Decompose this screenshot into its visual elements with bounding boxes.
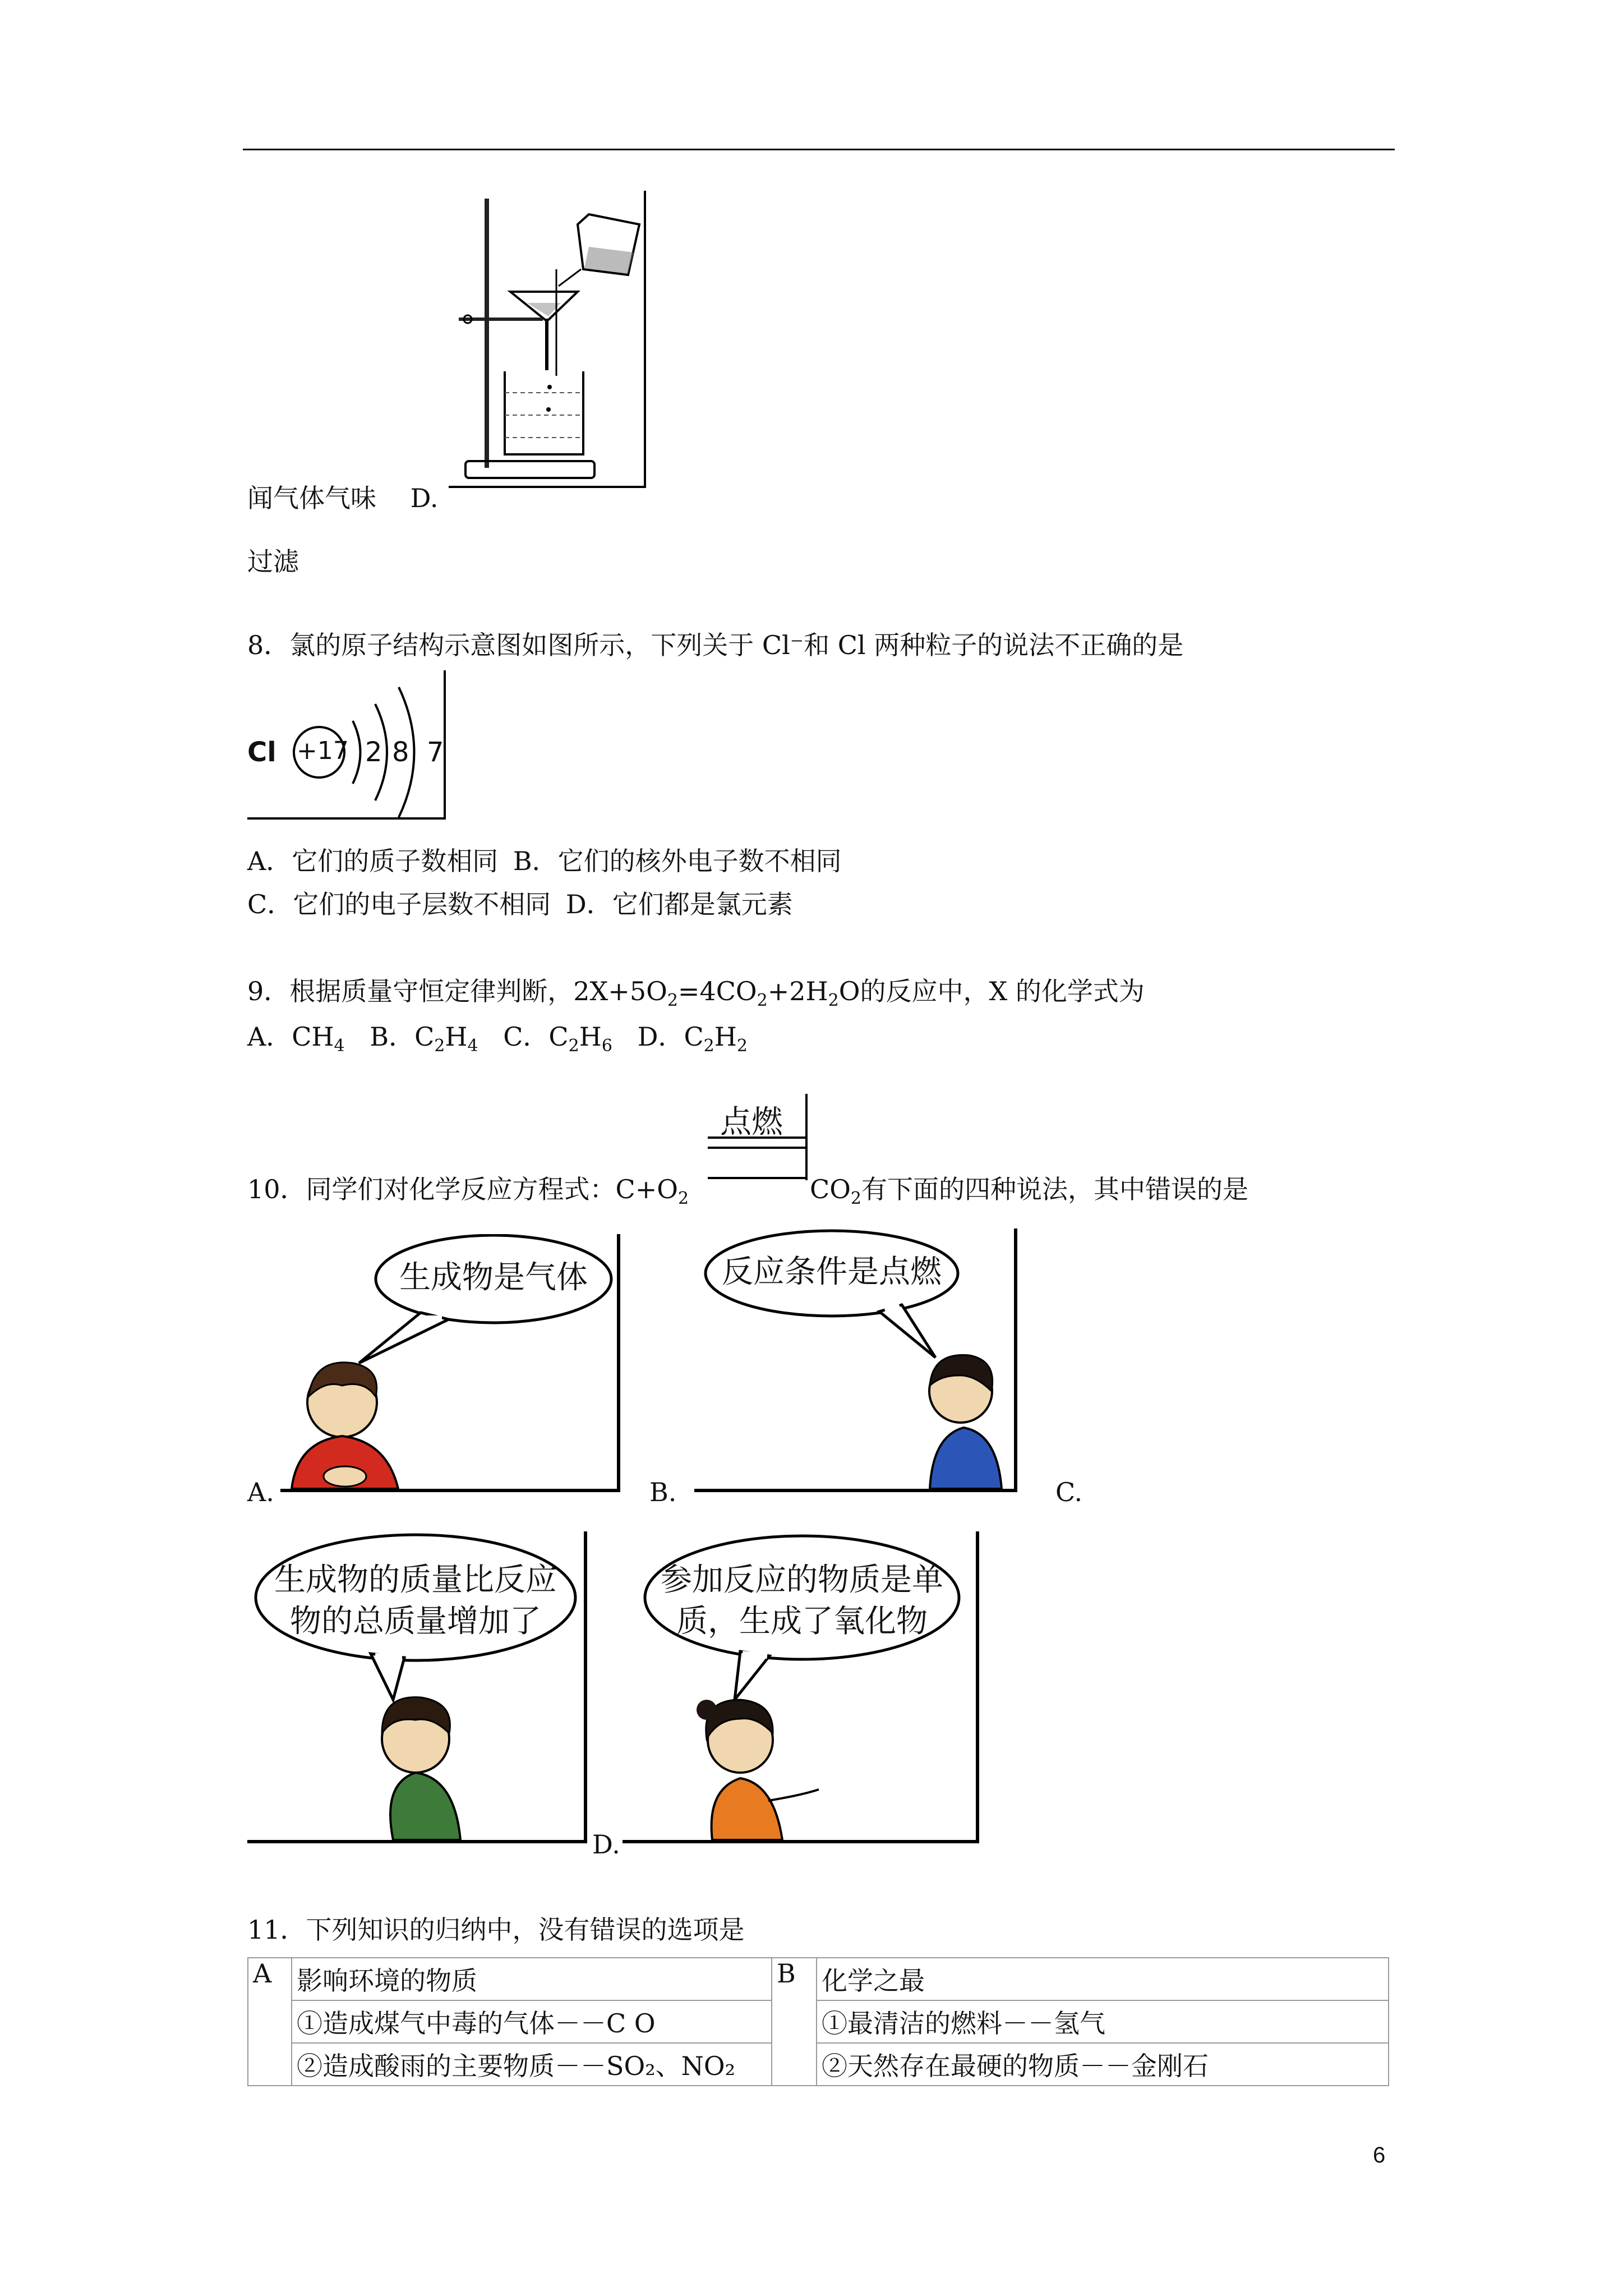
knowledge-summary-table bbox=[247, 1957, 1389, 2086]
panel-d-label: D. bbox=[592, 1829, 620, 1860]
panel-a bbox=[280, 1234, 621, 1492]
q9-option-d: D．$C_2H_2$ bbox=[637, 1022, 748, 1056]
q11-stem: 11．下列知识的归纳中，没有错误的选项是 bbox=[247, 1915, 745, 1945]
panel-b bbox=[694, 1228, 1018, 1492]
panel-d bbox=[623, 1531, 981, 1846]
q8-option-d: D．它们都是氯元素 bbox=[565, 889, 793, 919]
reaction-condition-box bbox=[708, 1094, 808, 1180]
shell-1-electrons: 2 bbox=[365, 737, 382, 768]
shell-3-electrons: 7 bbox=[427, 737, 444, 768]
q10-product: $CO_2$ bbox=[810, 1174, 862, 1208]
option-b-title: 化学之最 bbox=[817, 1958, 1389, 2000]
panel-d-bubble: 参加反应的物质是单 质，生成了氧化物 bbox=[661, 1562, 943, 1640]
panel-b-bubble: 反应条件是点燃 bbox=[722, 1254, 942, 1290]
reaction-condition: 点燃 bbox=[720, 1104, 783, 1140]
q8-stem: 8．氯的原子结构示意图如图所示，下列关于 Cl⁻和 Cl 两种粒子的说法不正确的是 bbox=[247, 630, 1184, 660]
q10-stem-suffix: 有下面的四种说法，其中错误的是 bbox=[861, 1174, 1249, 1204]
shell-2-electrons: 8 bbox=[392, 737, 409, 768]
q9-stem-suffix: 的反应中，X 的化学式为 bbox=[860, 976, 1145, 1006]
q9-option-b: B．$C_2H_4$ bbox=[370, 1022, 478, 1056]
panel-c-label: C. bbox=[1055, 1477, 1083, 1507]
q9-option-a: A．$CH_4$ bbox=[247, 1022, 345, 1056]
q8-option-b: B．它们的核外电子数不相同 bbox=[513, 846, 842, 876]
option-b-item-2: ②天然存在最硬的物质－－金刚石 bbox=[817, 2043, 1389, 2086]
panel-b-label: B. bbox=[649, 1477, 677, 1507]
nucleus-charge: +17 bbox=[297, 737, 349, 765]
atom-symbol: Cl bbox=[247, 737, 276, 768]
filtration-apparatus-figure bbox=[449, 191, 662, 494]
q7-option-d-text: 过滤 bbox=[247, 546, 299, 577]
q10-stem-prefix: 10．同学们对化学反应方程式：C+O bbox=[247, 1174, 678, 1204]
q9-option-c: C．$C_2H_6$ bbox=[503, 1022, 612, 1056]
q8-option-c: C．它们的电子层数不相同 bbox=[247, 889, 551, 919]
option-a-label: A bbox=[248, 1958, 292, 2086]
q7-option-c-text: 闻气体气味 bbox=[247, 483, 376, 513]
q7-option-d-label: D. bbox=[410, 483, 439, 513]
chlorine-atom-diagram bbox=[247, 670, 449, 822]
option-a-item-2: ②造成酸雨的主要物质－－SO₂、NO₂ bbox=[292, 2043, 772, 2086]
q8-option-a: A．它们的质子数相同 bbox=[247, 846, 499, 876]
q9-equation: $2X+5O_2=4CO_2+2H_2O$ bbox=[573, 976, 860, 1010]
q9-stem-prefix: 9．根据质量守恒定律判断， bbox=[247, 976, 574, 1006]
page-number: 6 bbox=[1373, 2143, 1386, 2168]
q9-stem bbox=[247, 974, 1145, 1008]
option-b-label: B bbox=[772, 1958, 817, 2086]
q10-stem: 10．同学们对化学反应方程式：$C+O_2$ bbox=[247, 1174, 689, 1208]
panel-c-bubble: 生成物的质量比反应 物的总质量增加了 bbox=[274, 1562, 557, 1640]
option-a-title: 影响环境的物质 bbox=[292, 1958, 772, 2000]
option-b-item-1: ①最清洁的燃料－－氢气 bbox=[817, 2000, 1389, 2043]
option-a-item-1: ①造成煤气中毒的气体－－C O bbox=[292, 2000, 772, 2043]
panel-a-label: A. bbox=[247, 1477, 274, 1507]
header-rule bbox=[243, 149, 1395, 150]
panel-a-bubble: 生成物是气体 bbox=[399, 1259, 588, 1296]
panel-c bbox=[247, 1531, 589, 1846]
